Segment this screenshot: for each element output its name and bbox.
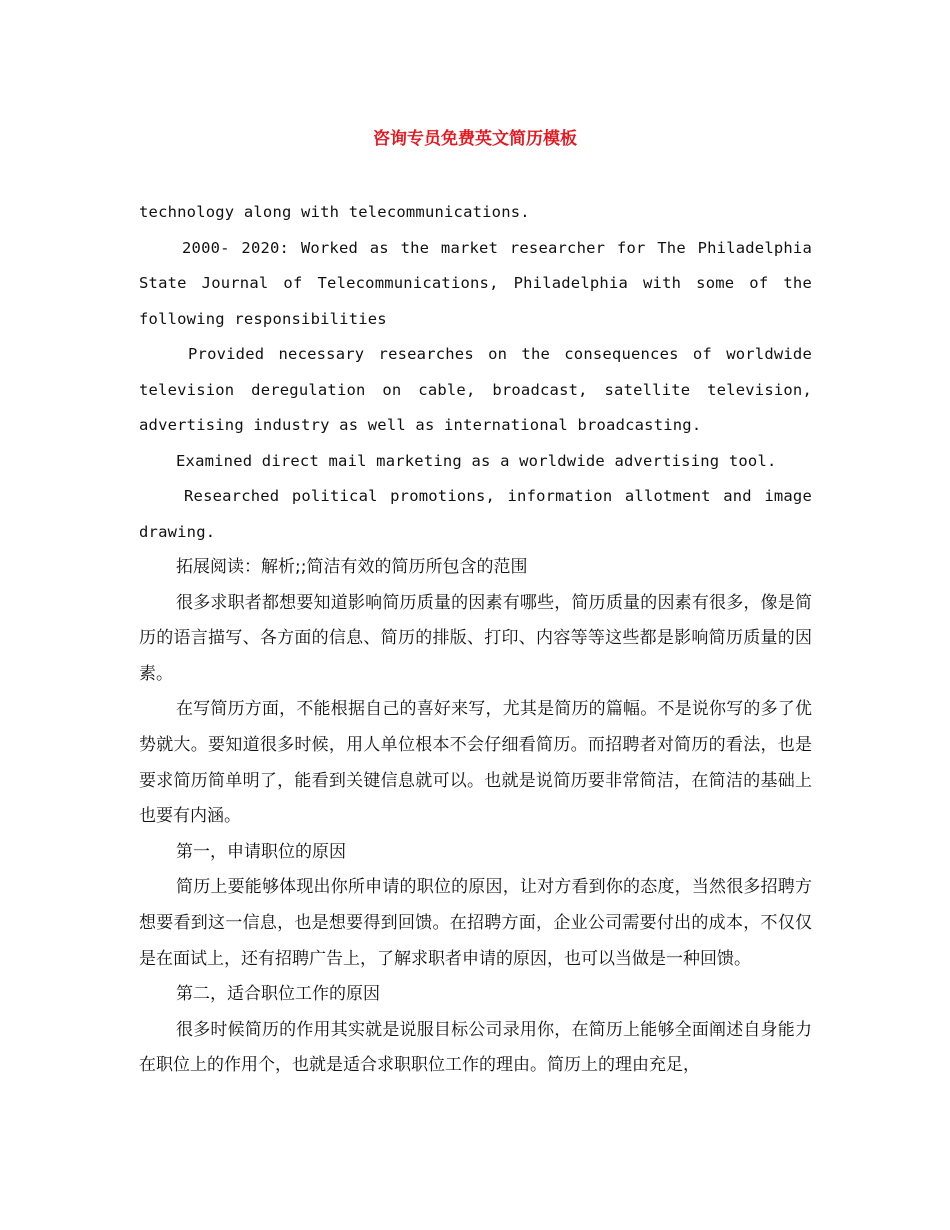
paragraph-political-promotions: Researched political promotions, information allotment and image drawing. [139, 487, 812, 541]
paragraph-resume-length: 在写简历方面，不能根据自己的喜好来写，尤其是简历的篇幅。不是说你写的多了优势就大。要知道很多时候，用人单位根本不会仔细看简历。而招聘者对简历的看法，也是要求简历简单明了，能看到关键信息就可以。也就是说简历要非常简洁，在简洁的基础上也要有内涵。 [139, 699, 812, 827]
paragraph-technology-line: technology along with telecommunications. [139, 203, 530, 221]
paragraph-provided-researches: Provided necessary researches on the consequences of worldwide television deregulation on cable, broadcast, satellite television, advertising industry as well as international broadcasting. [139, 345, 812, 434]
document-title: 咨询专员免费英文简历模板 [373, 129, 577, 149]
paragraph-resume-quality: 很多求职者都想要知道影响简历质量的因素有哪些，简历质量的因素有很多，像是简历的语言描写、各方面的信息、简历的排版、打印、内容等等这些都是影响简历质量的因素。 [139, 592, 812, 684]
paragraph-work-history: 2000- 2020: Worked as the market researcher for The Philadelphia State Journal of Telecommunications, Philadelphia with some of the following responsibilities [139, 238, 812, 328]
paragraph-application-reason: 简历上要能够体现出你所申请的职位的原因，让对方看到你的态度，当然很多招聘方想要看到这一信息，也是想要得到回馈。在招聘方面，企业公司需要付出的成本，不仅仅是在面试上，还有招聘广告上，了解求职者申请的原因，也可以当做是一种回馈。 [139, 877, 812, 969]
section-heading-second: 第二，适合职位工作的原因 [176, 984, 380, 1005]
paragraph-suitability-reason: 很多时候简历的作用其实就是说服目标公司录用你，在简历上能够全面阐述自身能力在职位上的作用个，也就是适合求职职位工作的理由。简历上的理由充足， [139, 1019, 812, 1076]
paragraph-extended-reading: 拓展阅读：解析;;简洁有效的简历所包含的范围 [176, 557, 528, 577]
document-body [139, 195, 812, 1084]
section-heading-first: 第一，申请职位的原因 [176, 841, 346, 862]
paragraph-direct-mail: Examined direct mail marketing as a worldwide advertising tool. [176, 451, 777, 470]
